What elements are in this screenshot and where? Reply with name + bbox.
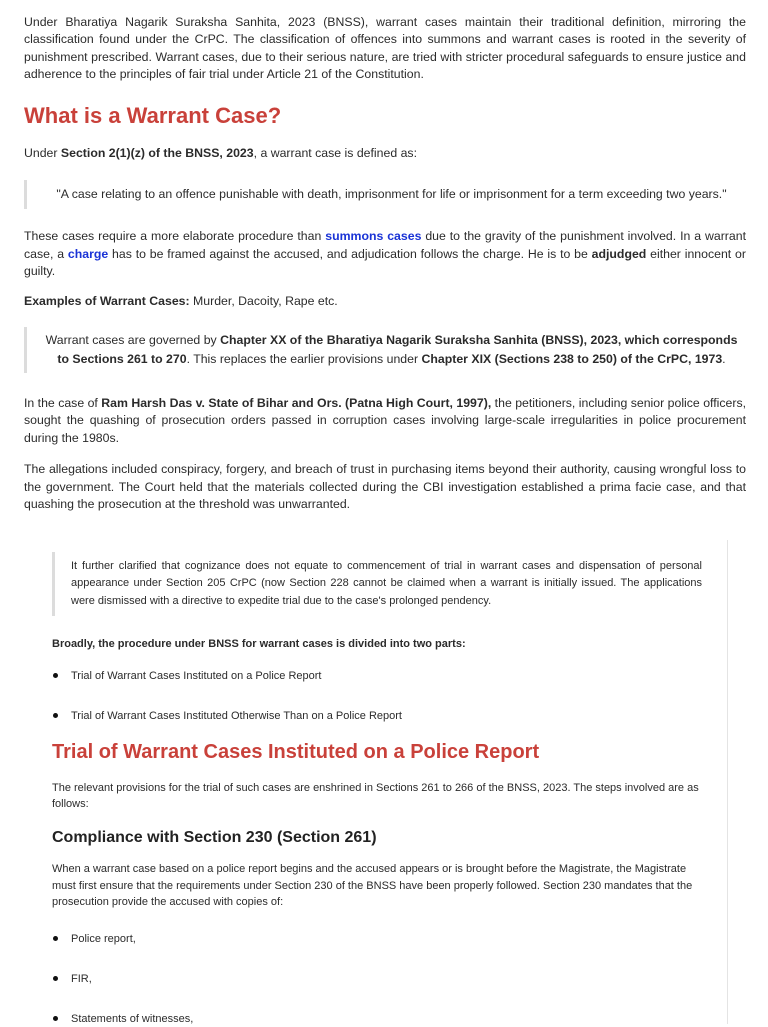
allegations-paragraph: The allegations included conspiracy, forgery, and breach of trust in purchasing items beyond their authority, causing wrongful loss to the government. The Court held that the materials collected during the CBI investigation established a prima facie case, and that quashing the prosecution at the threshold was unwarranted. bbox=[24, 462, 746, 512]
definition-prefix: Under bbox=[24, 145, 61, 160]
examples-label: Examples of Warrant Cases: bbox=[24, 293, 190, 308]
relevant-provisions-paragraph: The relevant provisions for the trial of such cases are enshrined in Sections 261 to 266 of the BNSS, 2023. The steps involved are as follows: bbox=[52, 781, 699, 811]
clarified-quote-text: It further clarified that cognizance does not equate to commencement of trial in warrant cases and dispensation of personal appearance under Section 205 CrPC (now Section 228 cannot be claimed when a warrant is initially issued. The applications were dismissed with a directive to expedite trial due to the case's prolonged pendency. bbox=[71, 560, 702, 607]
summons-cases-link[interactable]: summons cases bbox=[325, 229, 422, 244]
definition-suffix: , a warrant case is defined as: bbox=[253, 145, 417, 160]
heading-trial-police-report: Trial of Warrant Cases Instituted on a Police Report bbox=[52, 740, 540, 763]
examples-paragraph bbox=[24, 293, 746, 310]
column-divider bbox=[727, 540, 728, 1024]
list-item-text: Police report, bbox=[71, 932, 136, 945]
definition-quote-text: "A case relating to an offence punishable with death, imprisonment for life or imprisonment for a term exceeding two years." bbox=[56, 187, 727, 202]
bullet-icon bbox=[53, 673, 58, 678]
bullet-icon bbox=[53, 713, 58, 718]
compliance-paragraph: When a warrant case based on a police report begins and the accused appears or is brought before the Magistrate, the Magistrate must first ensure that the requirements under Section 230 of the BNSS have been properly followed. Section 230 mandates that the prosecution provide the accused with copies of: bbox=[52, 863, 693, 909]
examples-text: Murder, Dacoity, Rape etc. bbox=[189, 293, 338, 308]
broadly-text: Broadly, the procedure under BNSS for warrant cases is divided into two parts: bbox=[52, 638, 466, 651]
heading-what-is-warrant-case: What is a Warrant Case? bbox=[24, 102, 282, 128]
definition-paragraph bbox=[24, 145, 746, 162]
list-item-text: Trial of Warrant Cases Instituted Otherwise Than on a Police Report bbox=[71, 709, 402, 722]
case-law-text-2: the petitioners, including senior police officers, sought the quashing of prosecution orders passed in corruption cases involving large-scale irregularities in police procurement during the 1980s. bbox=[24, 396, 747, 445]
list-item bbox=[52, 708, 712, 724]
list-item-text: Statements of witnesses, bbox=[71, 1012, 194, 1025]
procedure-text-3: has to be framed against the accused, and adjudication follows the charge. He is to be bbox=[108, 246, 592, 261]
bullet-icon bbox=[53, 1016, 58, 1021]
chapter-text-2: . This replaces the earlier provisions under bbox=[186, 352, 422, 367]
article-bottom-section bbox=[52, 552, 712, 1027]
chapter-bold-1: Chapter XX of the Bharatiya Nagarik Suraksha Sanhita (BNSS), 2023, which corresponds to Sections 261 to 270 bbox=[57, 333, 738, 367]
list-item bbox=[52, 1011, 712, 1027]
clarified-blockquote bbox=[52, 552, 712, 616]
procedure-paragraph bbox=[24, 228, 746, 280]
parts-list bbox=[52, 668, 712, 724]
procedure-bold-adjudged: adjudged bbox=[591, 246, 647, 261]
heading-compliance-section: Compliance with Section 230 (Section 261) bbox=[52, 829, 377, 846]
case-law-text-1: In the case of bbox=[24, 396, 102, 411]
broadly-paragraph bbox=[52, 636, 712, 653]
procedure-text-2: due to the gravity of the punishment involved. In a warrant case, a bbox=[24, 229, 746, 261]
procedure-text-4: either innocent or guilty. bbox=[24, 246, 746, 279]
procedure-text-1: These cases require a more elaborate procedure than bbox=[24, 229, 326, 244]
chapter-bold-2: Chapter XIX (Sections 238 to 250) of the CrPC, 1973 bbox=[421, 352, 723, 367]
list-item bbox=[52, 971, 712, 987]
case-law-name: Ram Harsh Das v. State of Bihar and Ors. (Patna High Court, 1997), bbox=[101, 396, 492, 411]
bullet-icon bbox=[53, 936, 58, 941]
chapter-quote-text bbox=[45, 331, 738, 369]
intro-paragraph: Under Bharatiya Nagarik Suraksha Sanhita, 2023 (BNSS), warrant cases maintain their traditional definition, mirroring the classification found under the CrPC. The classification of offences into summons and warrant cases is rooted in the severity of punishment prescribed. Warrant cases, due to their serious nature, are tried with stricter procedural safeguards to ensure justice and adherence to the principles of fair trial under Article 21 of the Constitution. bbox=[24, 15, 746, 82]
list-item-text: FIR, bbox=[71, 972, 92, 985]
chapter-blockquote bbox=[24, 327, 746, 373]
list-item bbox=[52, 668, 712, 684]
list-item bbox=[52, 931, 712, 947]
charge-link[interactable]: charge bbox=[67, 246, 109, 261]
copies-list bbox=[52, 931, 712, 1027]
case-law-paragraph bbox=[24, 395, 746, 447]
definition-blockquote bbox=[24, 180, 746, 209]
article-top-section bbox=[24, 14, 746, 514]
chapter-text-3: . bbox=[722, 352, 726, 367]
list-item-text: Trial of Warrant Cases Instituted on a Police Report bbox=[71, 669, 322, 682]
chapter-text-1: Warrant cases are governed by bbox=[45, 333, 221, 348]
bullet-icon bbox=[53, 976, 58, 981]
definition-section: Section 2(1)(z) of the BNSS, 2023 bbox=[60, 145, 254, 160]
